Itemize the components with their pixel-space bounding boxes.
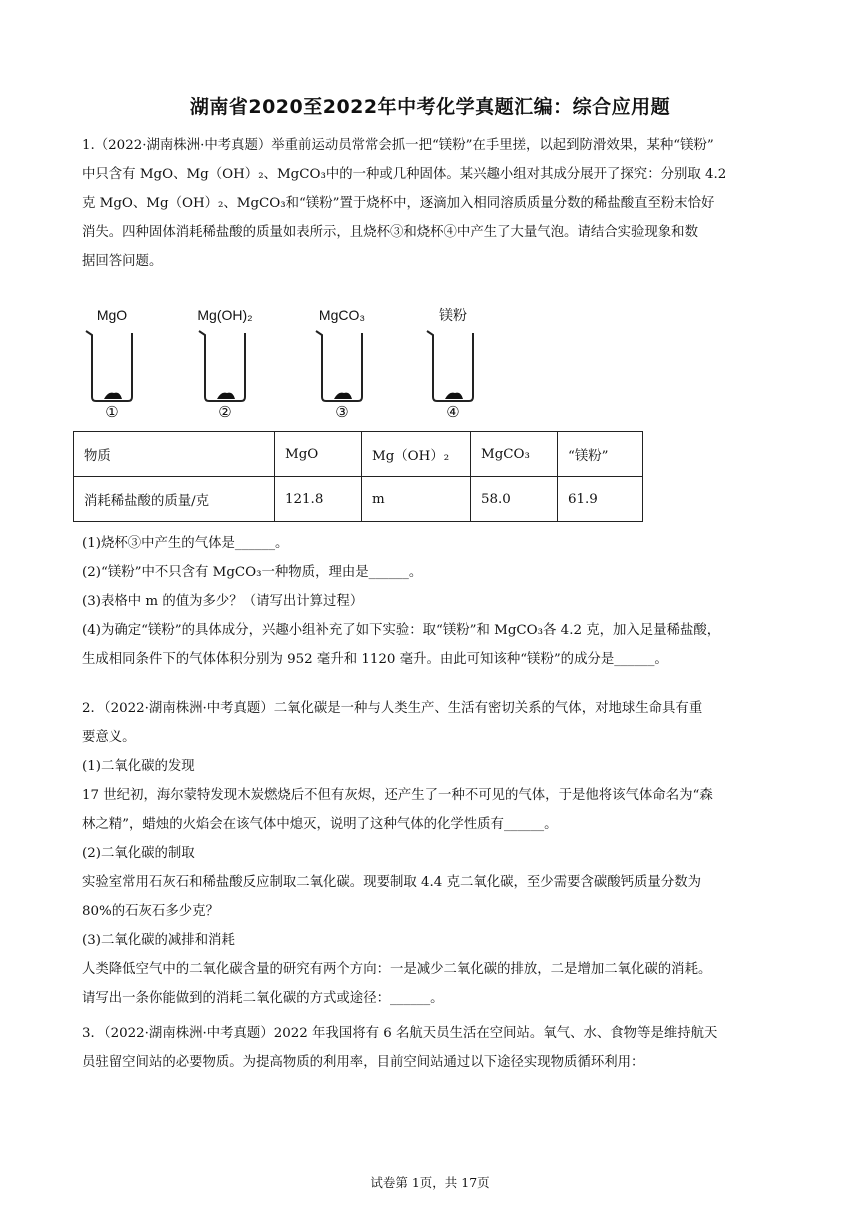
table-cell: MgCO₃ [471,432,558,477]
beaker-label: 镁粉 [439,307,467,323]
beaker-label: Mg(OH)₂ [197,307,253,323]
beaker-3 [312,305,372,423]
beaker-1 [82,305,142,423]
text-line: 要意义。 [82,730,136,745]
text-line: (2)二氧化碳的制取 [82,846,195,861]
beaker-4 [423,305,483,423]
page-footer: 试卷第 1页，共 17页 [370,1175,490,1190]
text-line: 消失。四种固体消耗稀盐酸的质量如表所示，且烧杯③和烧杯④中产生了大量气泡。请结合实验现象和数 [82,225,698,240]
beaker-number: ② [218,403,232,421]
text-line: 2．（2022·湖南株洲·中考真题）二氧化碳是一种与人类生产、生活有密切关系的气体，对地球生命具有重 [82,701,703,716]
text-line: 实验室常用石灰石和稀盐酸反应制取二氧化碳。现要制取 4.4 克二氧化碳，至少需要含碳酸钙质量分数为 [82,875,701,890]
text-line: 林之精”，蜡烛的火焰会在该气体中熄灭，说明了这种气体的化学性质有______。 [82,817,558,832]
data-table [73,431,643,522]
beaker-icon [197,327,253,403]
table-cell: 物质 [74,432,275,477]
beaker-label: MgO [96,307,128,323]
text-line: (3)表格中 m 的值为多少？（请写出计算过程） [82,594,364,609]
beaker-icon [84,327,140,403]
table-row [74,477,643,522]
table-row [74,432,643,477]
question-3 [82,1019,782,1077]
text-line: 1.（2022·湖南株洲·中考真题）举重前运动员常常会抓一把“镁粉”在手里搓，以起到防滑效果，某种“镁粉” [82,138,714,153]
text-line: 请写出一条你能做到的消耗二氧化碳的方式或途径：______。 [82,991,444,1006]
table-cell: 58.0 [471,477,558,522]
text-line: (1)烧杯③中产生的气体是______。 [82,536,289,551]
text-line: 80%的石灰石多少克？ [82,904,219,919]
table-cell: 消耗稀盐酸的质量/克 [74,477,275,522]
text-line: 据回答问题。 [82,254,163,269]
table-cell: Mg（OH）₂ [362,432,471,477]
beaker-number: ① [105,403,119,421]
table-cell: 61.9 [558,477,643,522]
text-line: 克 MgO、Mg（OH）₂、MgCO₃和“镁粉”置于烧杯中，逐滴加入相同溶质质量分数的稀盐酸直至粉末恰好 [82,196,715,211]
text-line: (4)为确定“镁粉”的具体成分，兴趣小组补充了如下实验：取“镁粉”和 MgCO₃各 4.2 克，加入足量稀盐酸， [82,623,721,638]
table-cell: MgO [275,432,362,477]
beaker-2 [195,305,255,423]
text-line: 人类降低空气中的二氧化碳含量的研究有两个方向：一是减少二氧化碳的排放，二是增加二氧化碳的消耗。 [82,962,712,977]
table-cell: “镁粉” [558,432,643,477]
beaker-icon [314,327,370,403]
question-2 [82,694,782,1013]
text-line: 员驻留空间站的必要物质。为提高物质的利用率，目前空间站通过以下途径实现物质循环利用： [82,1055,645,1070]
question-1-intro [82,131,782,276]
text-line: (2)“镁粉”中不只含有 MgCO₃一种物质，理由是______。 [82,565,423,580]
text-line: 3．（2022·湖南株洲·中考真题）2022 年我国将有 6 名航天员生活在空间站。氧气、水、食物等是维持航天 [82,1026,718,1041]
beaker-number: ④ [446,403,460,421]
beaker-label: MgCO₃ [318,307,366,323]
beaker-figure [82,305,502,425]
beaker-icon [425,327,481,403]
page-title: 湖南省2020至2022年中考化学真题汇编：综合应用题 [189,96,671,118]
text-line: (1)二氧化碳的发现 [82,759,195,774]
question-1-subquestions [82,529,782,674]
text-line: 生成相同条件下的气体体积分别为 952 毫升和 1120 毫升。由此可知该种“镁粉”的成分是______。 [82,652,668,667]
beaker-number: ③ [335,403,349,421]
text-line: 中只含有 MgO、Mg（OH）₂、MgCO₃中的一种或几种固体。某兴趣小组对其成分展开了探究：分别取 4.2 [82,167,727,182]
table-cell: m [362,477,471,522]
text-line: 17 世纪初，海尔蒙特发现木炭燃烧后不但有灰烬，还产生了一种不可见的气体，于是他将该气体命名为“森 [82,788,713,803]
table-cell: 121.8 [275,477,362,522]
text-line: (3)二氧化碳的减排和消耗 [82,933,235,948]
